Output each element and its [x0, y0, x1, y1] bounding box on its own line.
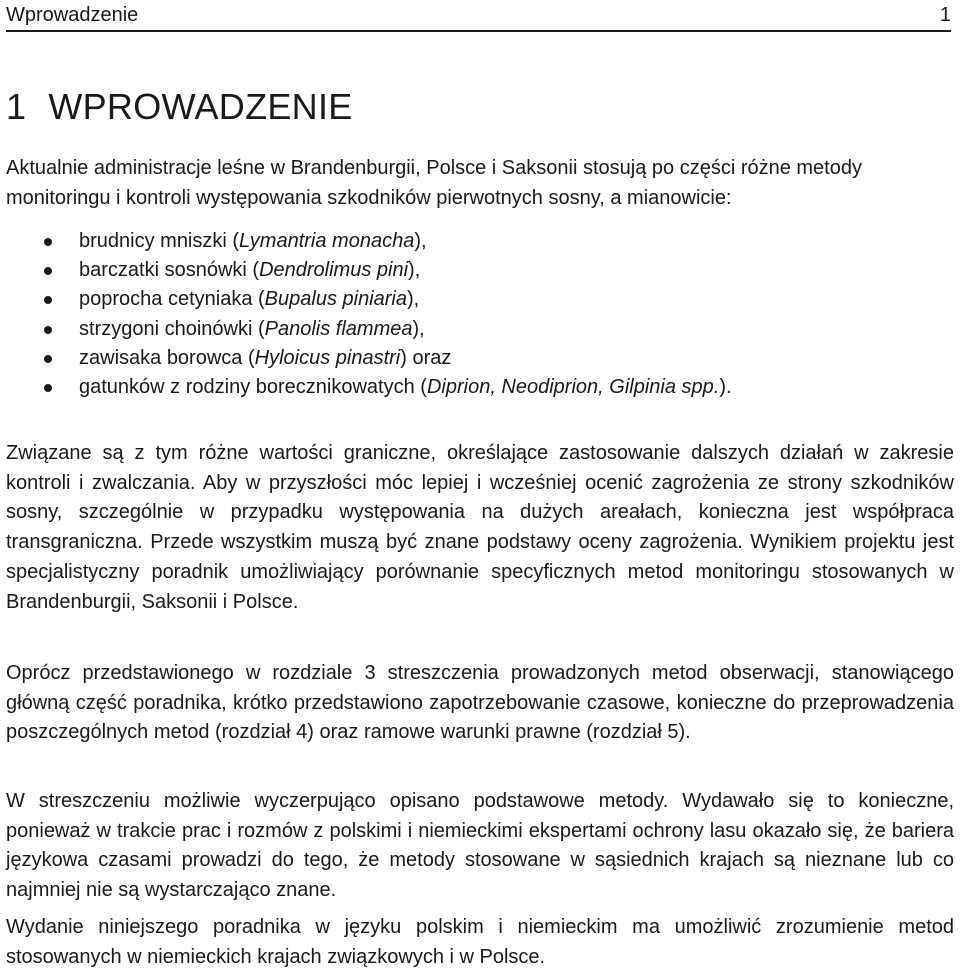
bullet-icon [44, 238, 52, 246]
intro-paragraph: Aktualnie administracje leśne w Brandenburgii, Polsce i Saksonii stosują po części różne metody monitoringu i kontroli występowania szkodników pierwotnych sosny, a mianowicie: [6, 157, 862, 209]
bullet-icon [44, 267, 52, 275]
pest-list-item: gatunków z rodziny borecznikowatych (Diprion, Neodiprion, Gilpinia spp.). [0, 373, 732, 402]
pest-common-name: gatunków z rodziny borecznikowatych [79, 376, 415, 399]
body-paragraph: W streszczeniu możliwie wyczerpująco opisano podstawowe metody. Wydawało się to konieczne, ponieważ w trakcie prac i rozmów z polskimi i niemieckimi ekspertami ochrony lasu okazało się, że bariera językowa czasami prowadzi do tego, że metody stosowane w sąsiednich krajach są nieznane lub co najmniej nie są wystarczająco znane. [6, 790, 954, 902]
bullet-icon [44, 355, 52, 363]
header-page-number: 1 [939, 4, 951, 26]
pest-latin-name: Hyloicus pinastri [254, 346, 401, 369]
chapter-number: 1 [6, 86, 27, 127]
pest-common-name: zawisaka borowca [79, 346, 243, 369]
body-paragraph: Wydanie niniejszego poradnika w języku polskim i niemieckim ma umożliwić zrozumienie metod stosowanych w niemieckich krajach związkowych i w Polsce. [6, 916, 954, 968]
pest-suffix: ) oraz [400, 346, 452, 369]
pest-list-item: brudnicy mniszki (Lymantria monacha), [0, 227, 732, 256]
bullet-icon [44, 326, 52, 334]
pest-list-item: zawisaka borowca (Hyloicus pinastri) oraz [0, 344, 732, 373]
body-paragraph: Związane są z tym różne wartości graniczne, określające zastosowanie dalszych działań w zakresie kontroli i zwalczania. Aby w przyszłości móc lepiej i wcześniej ocenić zagrożenia ze strony szkodników sosny, szczególnie w przypadku występowania na dużych areałach, konieczna jest współpraca transgraniczna. Przede wszystkim muszą być znane podstawy oceny zagrożenia. Wynikiem projektu jest specjalistyczny poradnik umożliwiający porównanie specyficznych metod monitoringu stosowanych w Brandenburgii, Saksonii i Polsce. [6, 442, 954, 613]
pest-list-item: barczatki sosnówki (Dendrolimus pini), [0, 256, 732, 285]
pest-common-name: poprocha cetyniaka [79, 288, 253, 311]
chapter-heading [6, 85, 353, 129]
body-paragraph: Oprócz przedstawionego w rozdziale 3 streszczenia prowadzonych metod obserwacji, stanowiącego główną część poradnika, krótko przedstawiono zapotrzebowanie czasowe, konieczne do przeprowadzenia poszczególnych metod (rozdział 4) oraz ramowe warunki prawne (rozdział 5). [6, 662, 954, 744]
pest-suffix: ). [719, 376, 732, 399]
pest-suffix: ), [414, 230, 427, 252]
pest-list [0, 227, 732, 402]
pest-latin-name: Diprion, Neodiprion, Gilpinia spp. [426, 376, 720, 399]
pest-suffix: ), [408, 259, 421, 282]
running-header [6, 2, 951, 32]
bullet-icon [44, 384, 52, 392]
pest-latin-name: Bupalus piniaria [264, 288, 407, 311]
pest-suffix: ), [412, 317, 425, 340]
pest-latin-name: Dendrolimus pini [259, 259, 409, 282]
pest-list-item: poprocha cetyniaka (Bupalus piniaria), [0, 285, 732, 314]
pest-latin-name: Lymantria monacha [239, 230, 415, 252]
pest-common-name: brudnicy mniszki [79, 230, 227, 252]
pest-latin-name: Panolis flammea [264, 317, 413, 340]
pest-common-name: strzygoni choinówki [79, 317, 253, 340]
pest-suffix: ), [407, 288, 420, 311]
chapter-title: WPROWADZENIE [48, 86, 353, 127]
pest-common-name: barczatki sosnówki [79, 259, 247, 282]
pest-list-item: strzygoni choinówki (Panolis flammea), [0, 315, 732, 344]
bullet-icon [44, 296, 52, 304]
header-section-title: Wprowadzenie [6, 4, 139, 26]
